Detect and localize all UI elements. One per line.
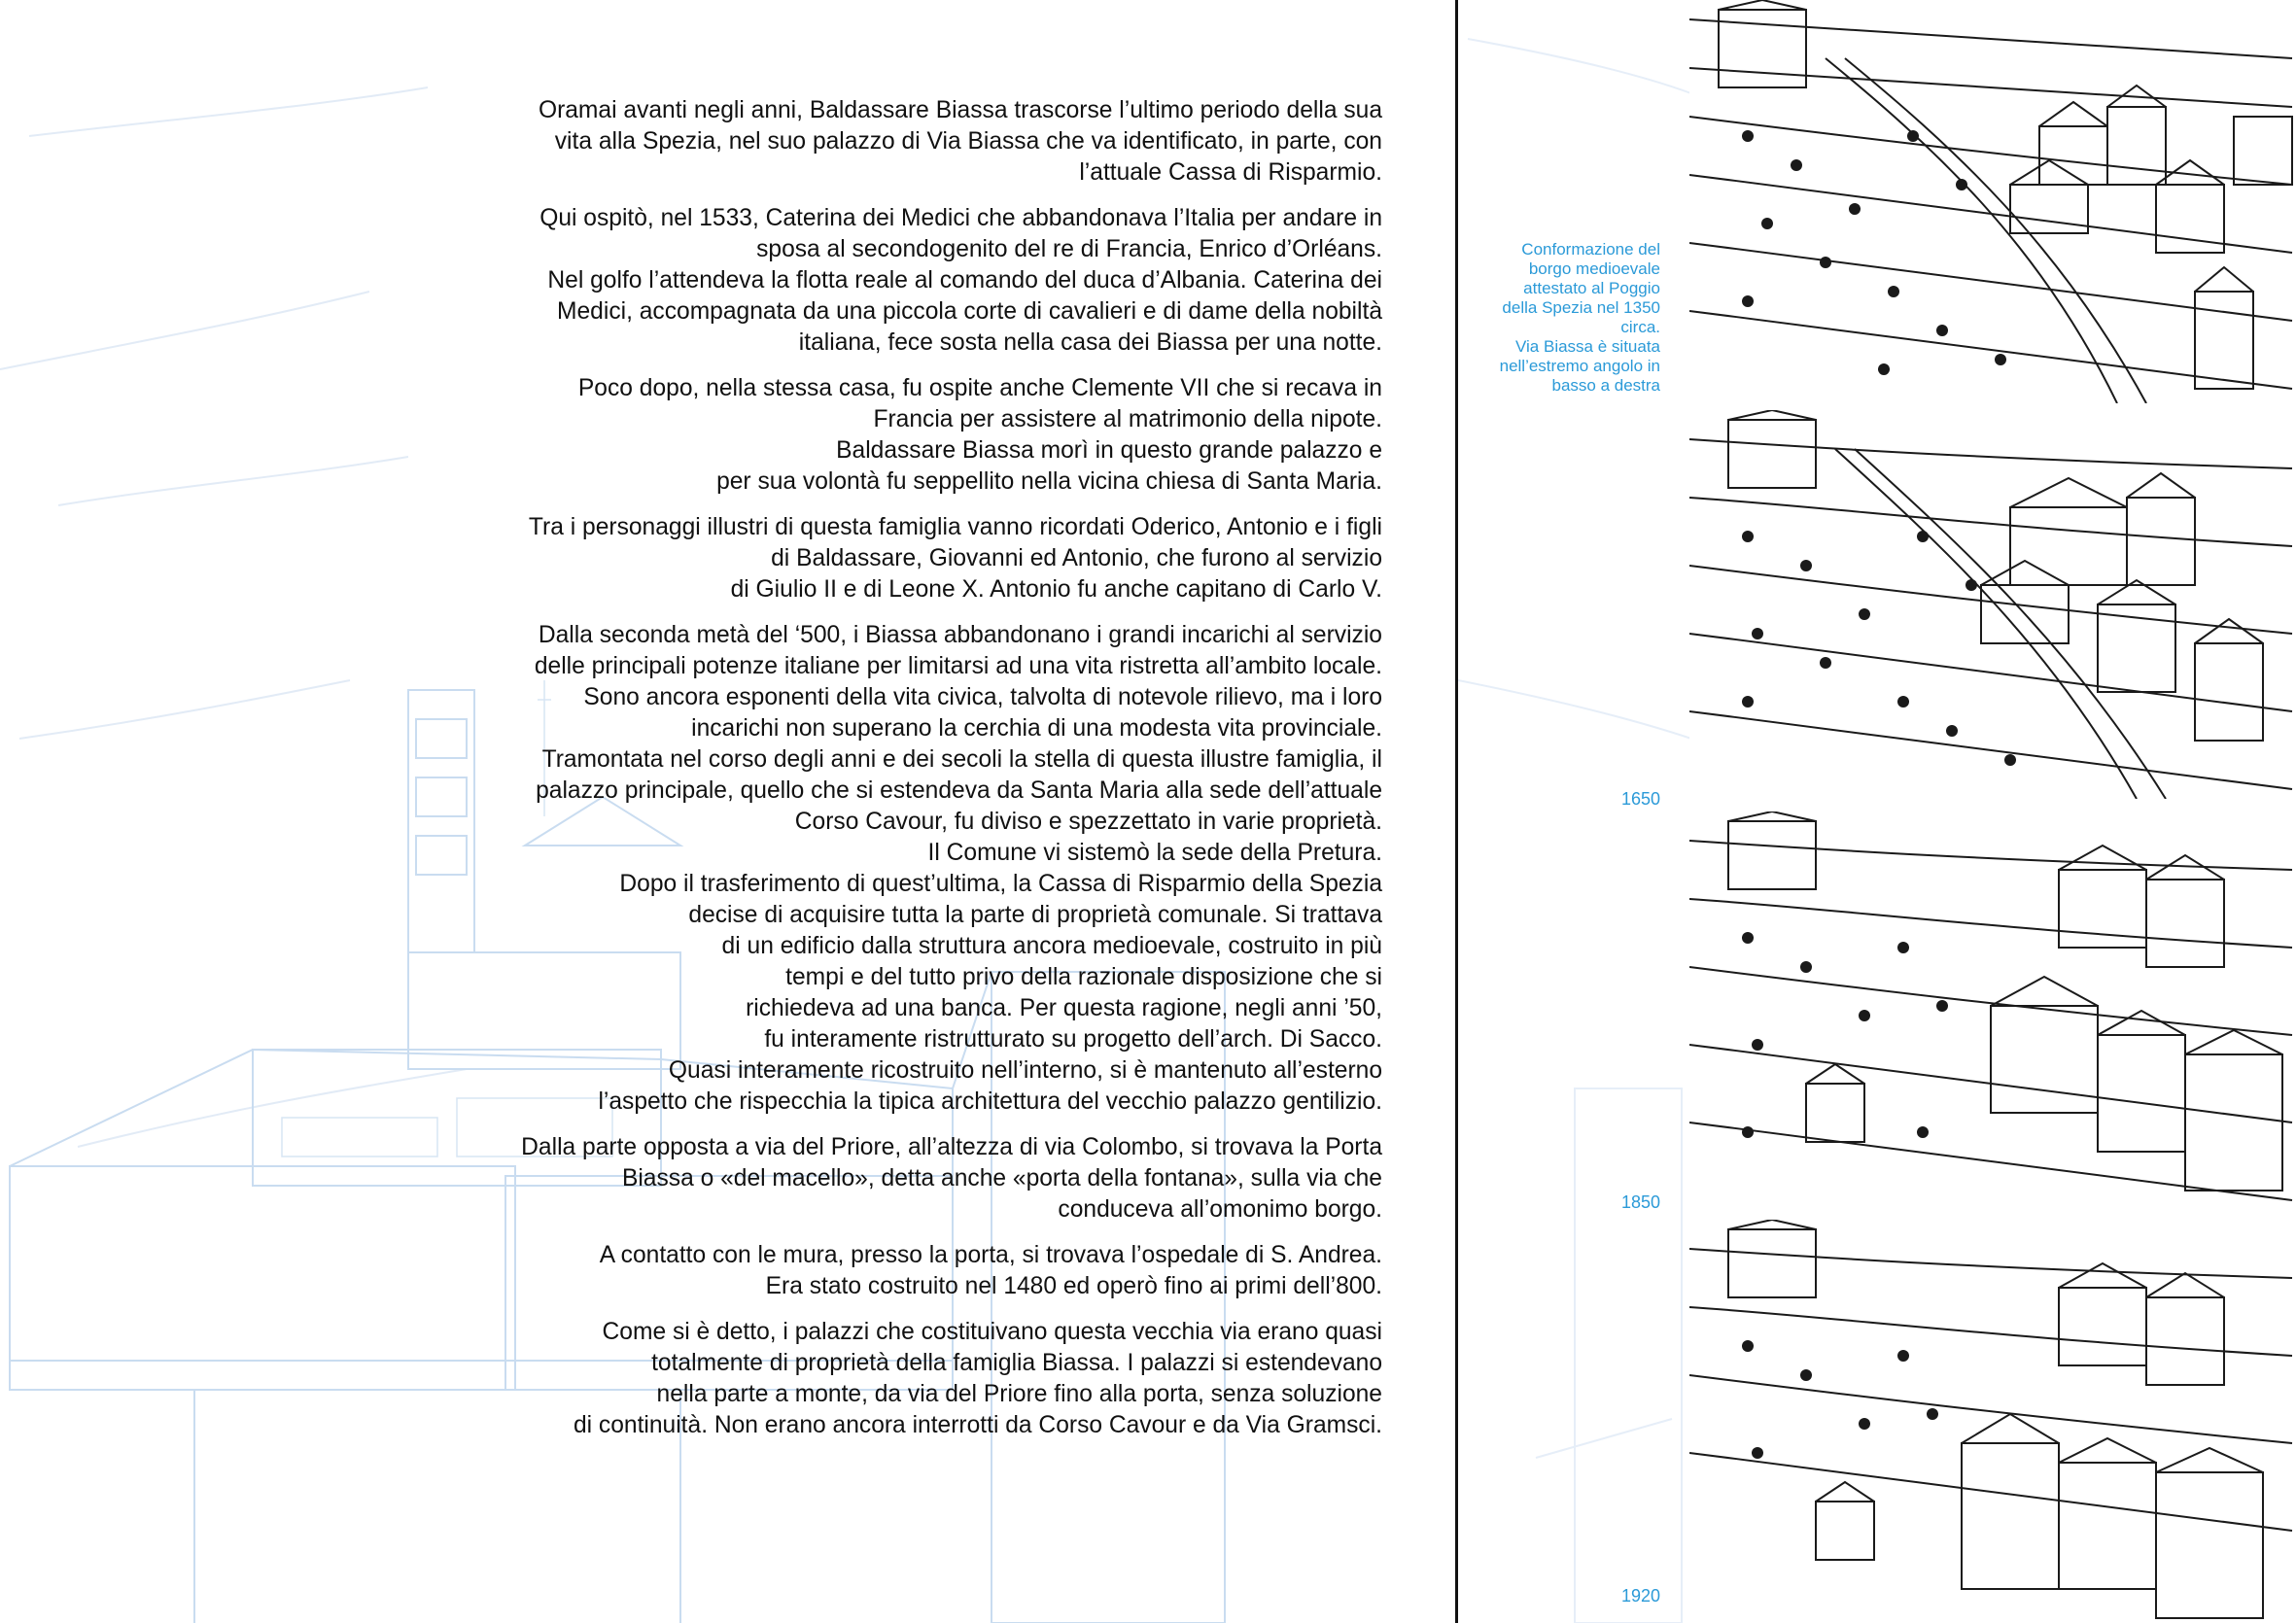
text-line: Dalla parte opposta a via del Priore, all’altezza di via Colombo, si trovava la Porta bbox=[521, 1134, 1382, 1160]
text-line: Tramontata nel corso degli anni e dei secoli la stella di questa illustre famiglia, il bbox=[541, 746, 1382, 773]
text-line: sposa al secondogenito del re di Francia, Enrico d’Orléans. bbox=[756, 236, 1382, 262]
text-line: Dopo il trasferimento di quest’ultima, la Cassa di Risparmio della Spezia bbox=[619, 871, 1382, 897]
village-drawing-1350 bbox=[1689, 0, 2296, 403]
text-line: Dalla seconda metà del ‘500, i Biassa abbandonano i grandi incarichi al servizio bbox=[538, 622, 1382, 648]
text-line: A contatto con le mura, presso la porta, si trovava l’ospedale di S. Andrea. bbox=[599, 1242, 1382, 1268]
caption-line: Via Biassa è situata bbox=[1515, 337, 1660, 356]
text-line: Qui ospitò, nel 1533, Caterina dei Medici che abbandonava l’Italia per andare in bbox=[539, 205, 1382, 231]
text-line: Biassa o «del macello», detta anche «porta della fontana», sulla via che bbox=[621, 1165, 1382, 1191]
text-line: italiana, fece sosta nella casa dei Biassa per una notte. bbox=[798, 329, 1382, 356]
text-line: richiedeva ad una banca. Per questa ragione, negli anni ’50, bbox=[746, 995, 1382, 1021]
caption-line: basso a destra bbox=[1551, 376, 1660, 395]
text-line: per sua volontà fu seppellito nella vicina chiesa di Santa Maria. bbox=[716, 468, 1382, 495]
text-line: Baldassare Biassa morì in questo grande palazzo e bbox=[836, 437, 1382, 464]
text-line: decise di acquisire tutta la parte di proprietà comunale. Si trattava bbox=[688, 902, 1382, 928]
text-line: Poco dopo, nella stessa casa, fu ospite anche Clemente VII che si recava in bbox=[577, 375, 1382, 401]
paragraph bbox=[437, 620, 1382, 1118]
paragraph bbox=[437, 512, 1382, 605]
text-line: Tra i personaggi illustri di questa famiglia vanno ricordati Oderico, Antonio e i figli bbox=[528, 514, 1382, 540]
caption-line: attestato al Poggio bbox=[1523, 279, 1660, 297]
year-label-1920: 1920 bbox=[1620, 1586, 1660, 1606]
text-line: di un edificio dalla struttura ancora medioevale, costruito in più bbox=[721, 933, 1382, 959]
text-line: Quasi interamente ricostruito nell’interno, si è mantenuto all’esterno bbox=[668, 1057, 1382, 1084]
paragraph bbox=[437, 95, 1382, 189]
illustration-caption bbox=[1458, 240, 1660, 396]
text-line: conduceva all’omonimo borgo. bbox=[1058, 1196, 1382, 1223]
paragraph bbox=[437, 1132, 1382, 1226]
text-line: l’aspetto che rispecchia la tipica architettura del vecchio palazzo gentilizio. bbox=[598, 1088, 1382, 1115]
text-line: Nel golfo l’attendeva la flotta reale al comando del duca d’Albania. Caterina dei bbox=[547, 267, 1382, 294]
caption-line: Conformazione del bbox=[1521, 240, 1660, 259]
year-label-1850: 1850 bbox=[1620, 1192, 1660, 1212]
caption-line: circa. bbox=[1620, 318, 1660, 336]
text-line: Il Comune vi sistemò la sede della Pretura. bbox=[927, 840, 1382, 866]
text-line: di Giulio II e di Leone X. Antonio fu anche capitano di Carlo V. bbox=[730, 576, 1382, 603]
village-drawing-1920 bbox=[1689, 1220, 2296, 1623]
village-drawing-1920-art bbox=[1689, 1220, 2296, 1623]
caption-line: borgo medioevale bbox=[1528, 259, 1660, 278]
text-line: totalmente di proprietà della famiglia Biassa. I palazzi si estendevano bbox=[651, 1350, 1382, 1376]
text-line: di continuità. Non erano ancora interrotti da Corso Cavour e da Via Gramsci. bbox=[573, 1412, 1382, 1438]
caption-line: della Spezia nel 1350 bbox=[1502, 298, 1660, 317]
text-line: Oramai avanti negli anni, Baldassare Biassa trascorse l’ultimo periodo della sua bbox=[538, 97, 1382, 123]
text-line: Francia per assistere al matrimonio della nipote. bbox=[873, 406, 1382, 432]
text-line: palazzo principale, quello che si estendeva da Santa Maria alla sede dell’attuale bbox=[536, 777, 1382, 804]
text-line: delle principali potenze italiane per limitarsi ad una vita ristretta all’ambito locale. bbox=[534, 653, 1382, 679]
text-line: tempi e del tutto privo della razionale disposizione che si bbox=[785, 964, 1382, 990]
text-line: di Baldassare, Giovanni ed Antonio, che furono al servizio bbox=[771, 545, 1382, 571]
text-line: incarichi non superano la cerchia di una modesta vita provinciale. bbox=[691, 715, 1382, 742]
paragraph bbox=[437, 373, 1382, 498]
year-label-1650: 1650 bbox=[1620, 789, 1660, 809]
text-line: Come si è detto, i palazzi che costituivano questa vecchia via erano quasi bbox=[602, 1319, 1382, 1345]
paragraph bbox=[437, 1317, 1382, 1441]
text-line: Medici, accompagnata da una piccola corte di cavalieri e di dame della nobiltà bbox=[557, 298, 1382, 325]
village-drawing-1650 bbox=[1689, 410, 2296, 799]
text-line: nella parte a monte, da via del Priore fino alla porta, senza soluzione bbox=[656, 1381, 1382, 1407]
text-line: l’attuale Cassa di Risparmio. bbox=[1079, 159, 1382, 186]
text-line: Sono ancora esponenti della vita civica, talvolta di notevole rilievo, ma i loro bbox=[583, 684, 1382, 710]
text-line: fu interamente ristrutturato su progetto dell’arch. Di Sacco. bbox=[764, 1026, 1382, 1053]
text-line: Era stato costruito nel 1480 ed operò fino ai primi dell’800. bbox=[765, 1273, 1382, 1299]
text-line: Corso Cavour, fu diviso e spezzettato in varie proprietà. bbox=[794, 809, 1382, 835]
paragraph bbox=[437, 1240, 1382, 1302]
caption-line: nell’estremo angolo in bbox=[1499, 357, 1660, 375]
body-text bbox=[437, 95, 1382, 1456]
paragraph bbox=[437, 203, 1382, 359]
text-line: vita alla Spezia, nel suo palazzo di Via Biassa che va identificato, in parte, con bbox=[554, 128, 1382, 155]
village-drawing-1850 bbox=[1689, 812, 2296, 1205]
village-drawing-1650-art bbox=[1689, 410, 2296, 799]
village-drawing-1850-art bbox=[1689, 812, 2296, 1205]
village-drawing-1350-art bbox=[1689, 0, 2296, 403]
